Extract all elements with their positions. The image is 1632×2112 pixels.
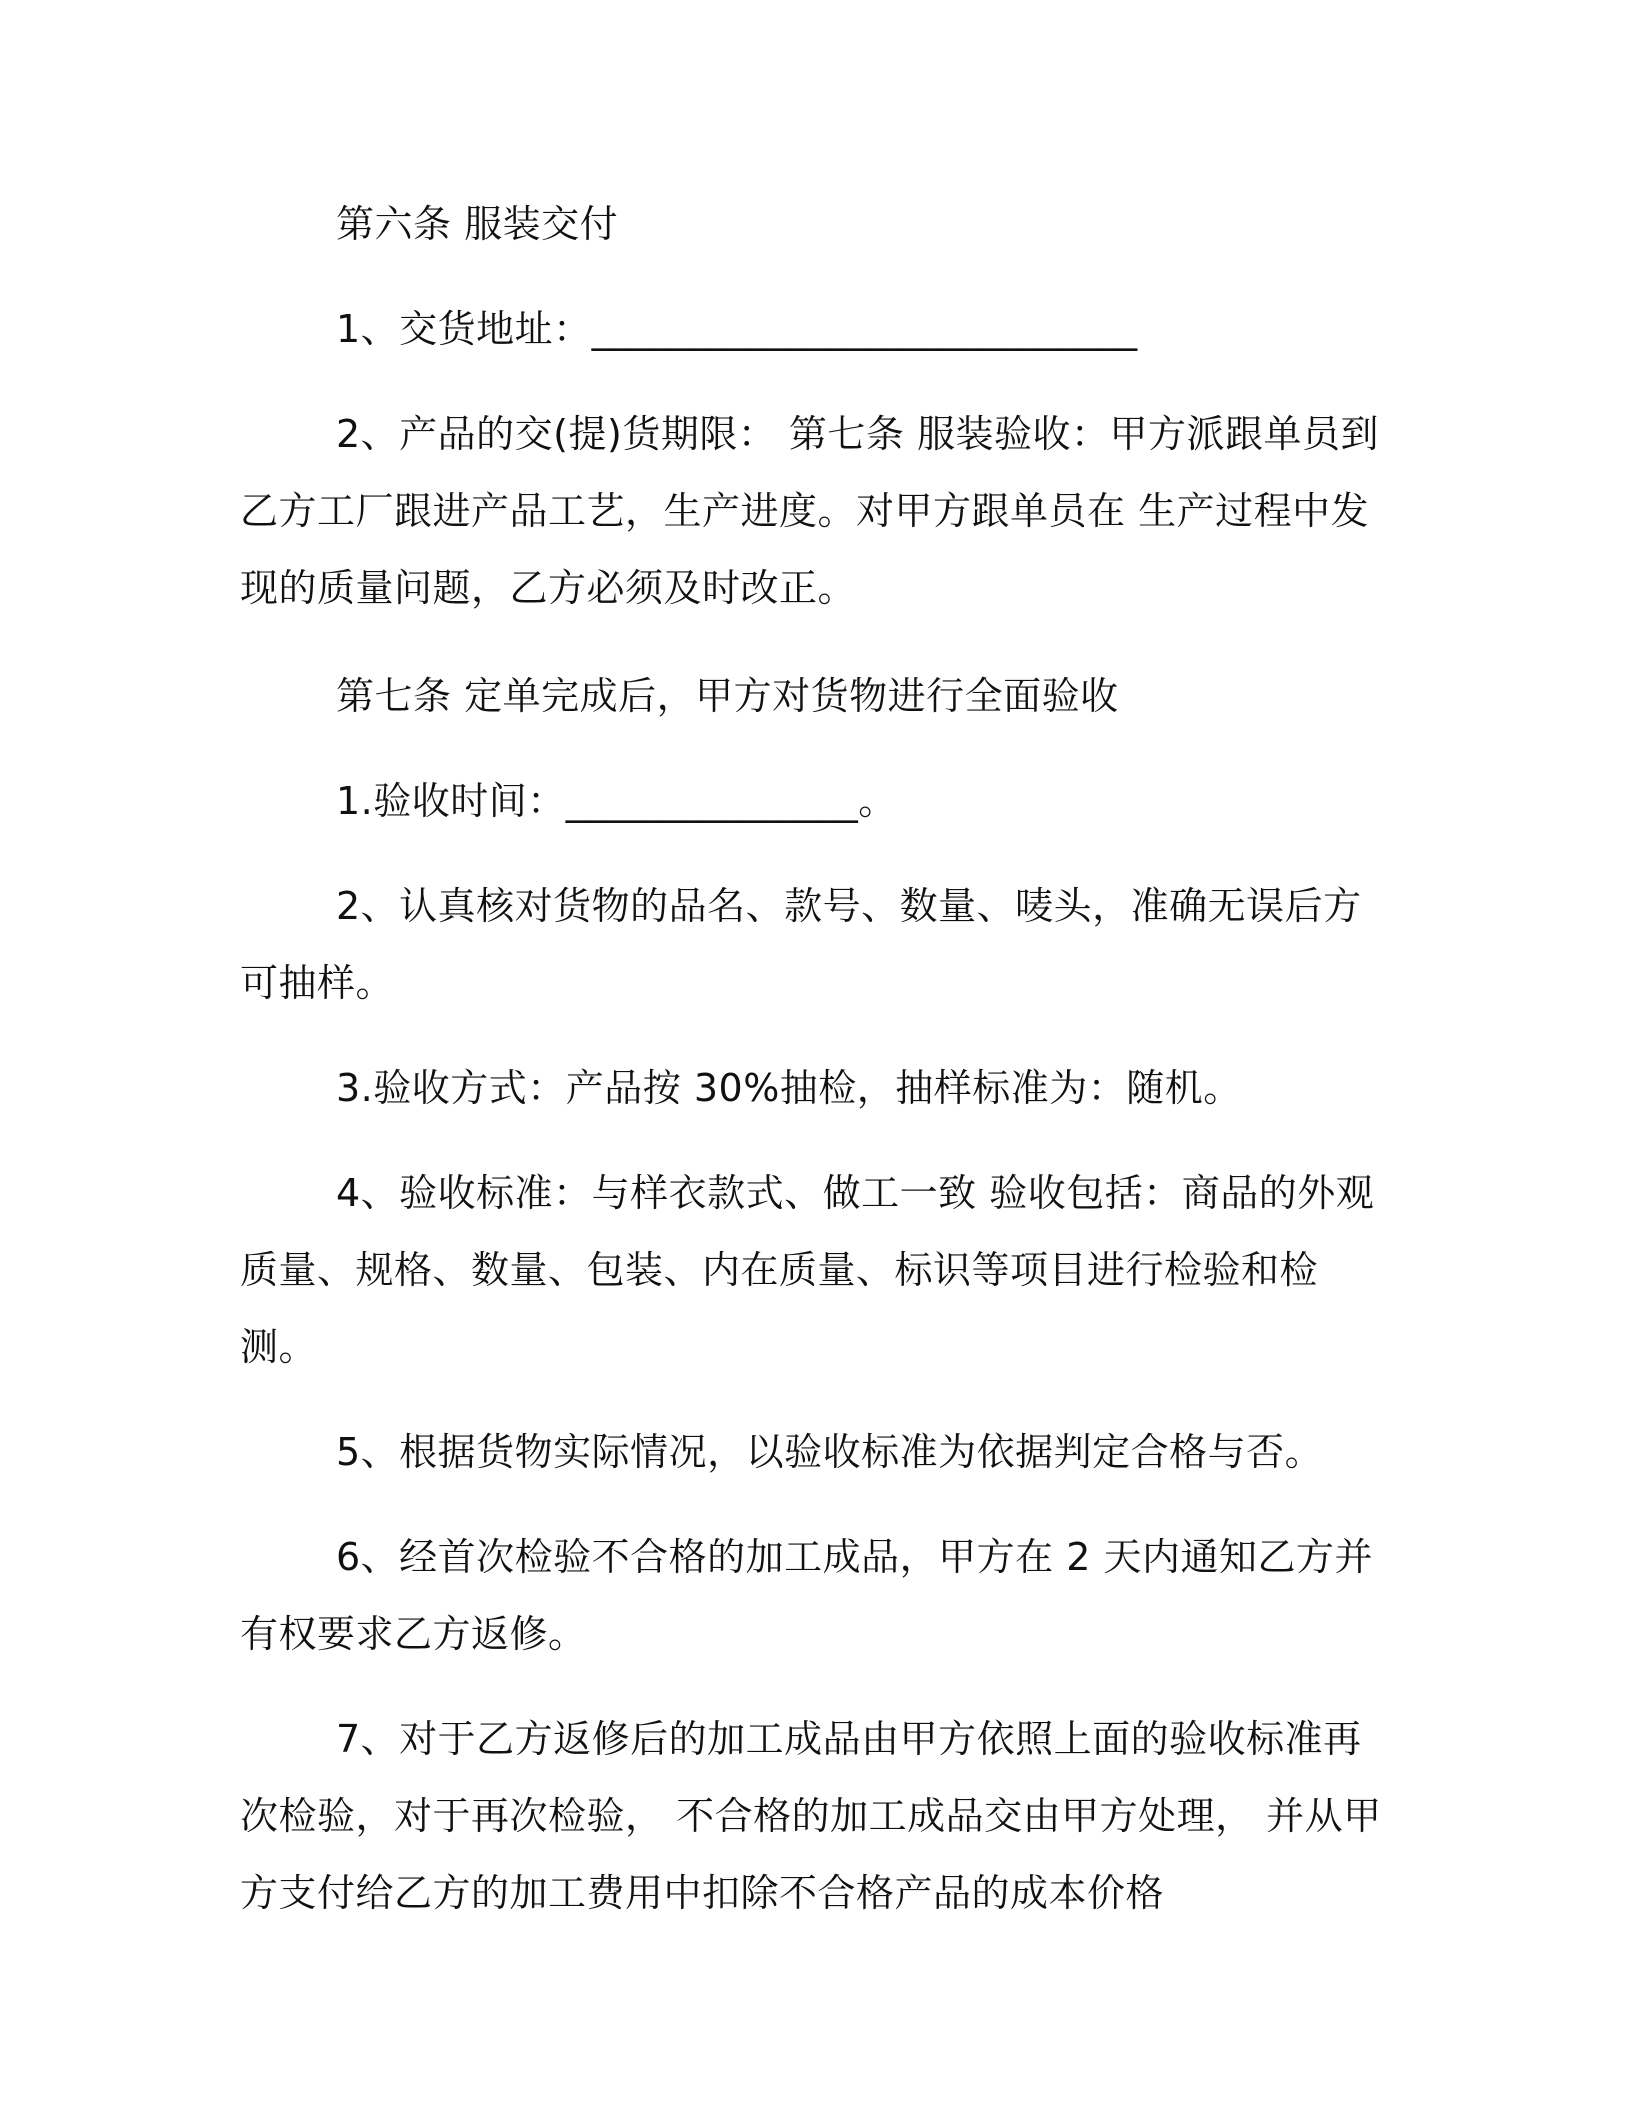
delivery-address-line: 1、交货地址：____________________________ (336, 307, 1138, 351)
acceptance-time-line: 1.验收时间：_______________。 (336, 779, 897, 823)
reinspection-paragraph: 7、对于乙方返修后的加工成品由甲方依照上面的验收标准再次检验，对于再次检验， 不合格的加工成品交由甲方处理， 并从甲方支付给乙方的加工费用中扣除不合格产品的成本价格 (240, 1717, 1382, 1915)
judgment-line: 5、根据货物实际情况，以验收标准为依据判定合格与否。 (336, 1430, 1324, 1474)
verification-paragraph: 2、认真核对货物的品名、款号、数量、唛头，准确无误后方可抽样。 (240, 884, 1362, 1005)
document-body (240, 186, 1390, 1960)
acceptance-standard-paragraph: 4、验收标准：与样衣款式、做工一致 验收包括：商品的外观质量、规格、数量、包装、内在质量、标识等项目进行检验和检测。 (240, 1171, 1375, 1369)
acceptance-method-line: 3.验收方式：产品按 30%抽检，抽样标准为：随机。 (336, 1066, 1242, 1110)
article-6-heading: 第六条 服装交付 (336, 202, 619, 246)
delivery-deadline-paragraph: 2、产品的交(提)货期限： 第七条 服装验收：甲方派跟单员到乙方工厂跟进产品工艺，生产进度。对甲方跟单员在 生产过程中发现的质量问题，乙方必须及时改正。 (240, 412, 1379, 610)
article-7-heading: 第七条 定单完成后，甲方对货物进行全面验收 (336, 674, 1119, 718)
first-inspection-paragraph: 6、经首次检验不合格的加工成品，甲方在 2 天内通知乙方并有权要求乙方返修。 (240, 1535, 1374, 1656)
